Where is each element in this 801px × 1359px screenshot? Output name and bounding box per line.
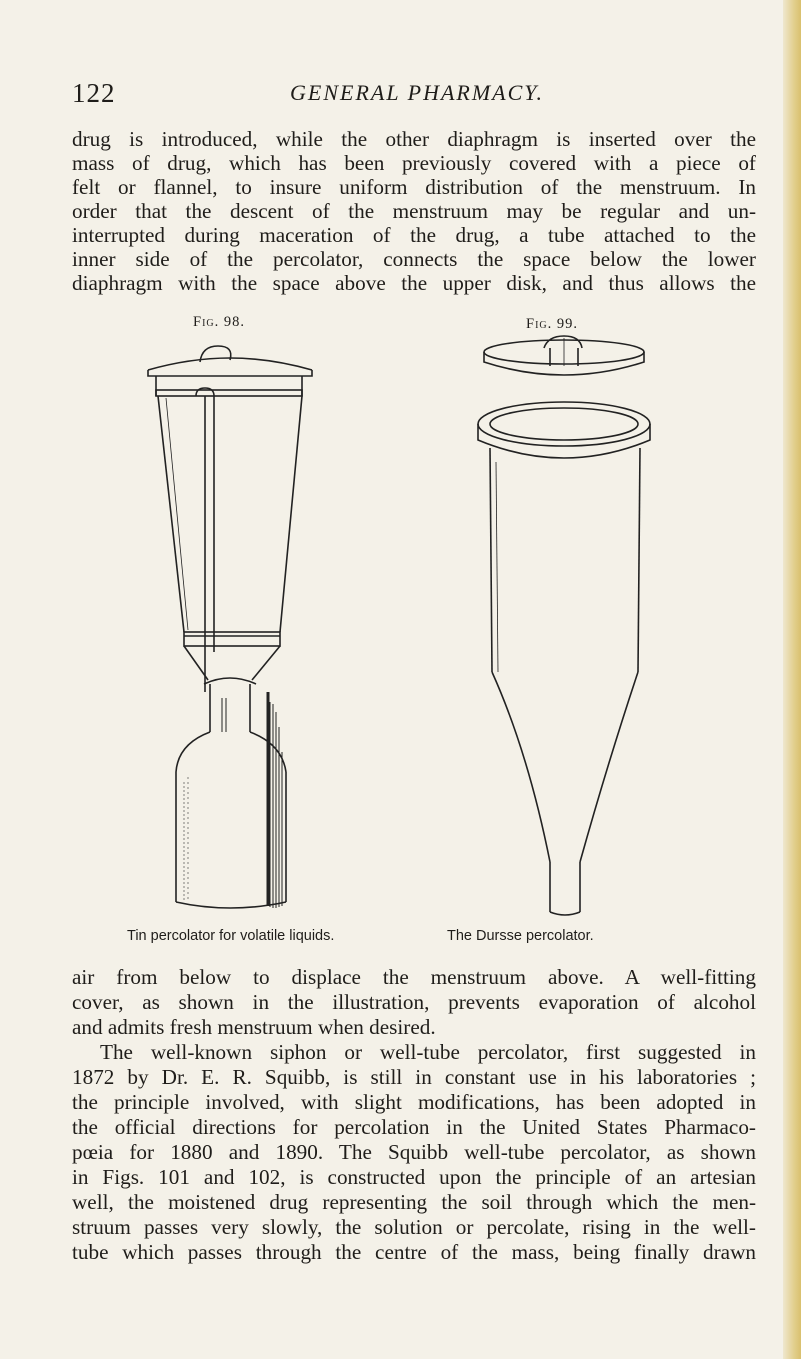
text-line: the official directions for percolation in the United States Pharmaco- (72, 1115, 756, 1139)
text-line: tube which passes through the centre of the mass, being finally drawn (72, 1240, 756, 1264)
text-line: felt or flannel, to insure uniform distribution of the menstruum. In (72, 175, 756, 199)
text-line: pœia for 1880 and 1890. The Squibb well-tube percolator, as shown (72, 1140, 756, 1164)
text-line: interrupted during maceration of the drug, a tube attached to the (72, 223, 756, 247)
text-line: the principle involved, with slight modifications, has been adopted in (72, 1090, 756, 1114)
figure-99-label: Fig. 99. (526, 316, 578, 332)
paragraph-top (72, 127, 756, 295)
figure-99-caption: The Dursse percolator. (447, 928, 594, 944)
text-line: The well-known siphon or well-tube percolator, first suggested in (100, 1040, 756, 1064)
text-line: air from below to displace the menstruum above. A well-fitting (72, 965, 756, 989)
figure-98-label: Fig. 98. (193, 314, 245, 330)
text-line: cover, as shown in the illustration, prevents evaporation of alcohol (72, 990, 756, 1014)
page-header (72, 78, 752, 118)
text-line: mass of drug, which has been previously covered with a piece of (72, 151, 756, 175)
dursse-percolator-illustration (468, 332, 668, 922)
text-line: drug is introduced, while the other diaphragm is inserted over the (72, 127, 756, 151)
figure-98-caption: Tin percolator for volatile liquids. (127, 928, 335, 944)
tin-percolator-illustration (130, 332, 330, 922)
text-line: in Figs. 101 and 102, is constructed upon the principle of an artesian (72, 1165, 756, 1189)
running-title: GENERAL PHARMACY. (290, 80, 545, 105)
page-number: 122 (72, 78, 116, 108)
text-line: diaphragm with the space above the upper disk, and thus allows the (72, 271, 756, 295)
text-line: 1872 by Dr. E. R. Squibb, is still in constant use in his laboratories ; (72, 1065, 756, 1089)
text-line: and admits fresh menstruum when desired. (72, 1015, 436, 1039)
text-line: well, the moistened drug representing the soil through which the men- (72, 1190, 756, 1214)
text-line: inner side of the percolator, connects the space below the lower (72, 247, 756, 271)
text-line: order that the descent of the menstruum may be regular and un- (72, 199, 756, 223)
page-edge (783, 0, 801, 1359)
text-line: struum passes very slowly, the solution or percolate, rising in the well- (72, 1215, 756, 1239)
paragraph-bottom (72, 965, 756, 1265)
